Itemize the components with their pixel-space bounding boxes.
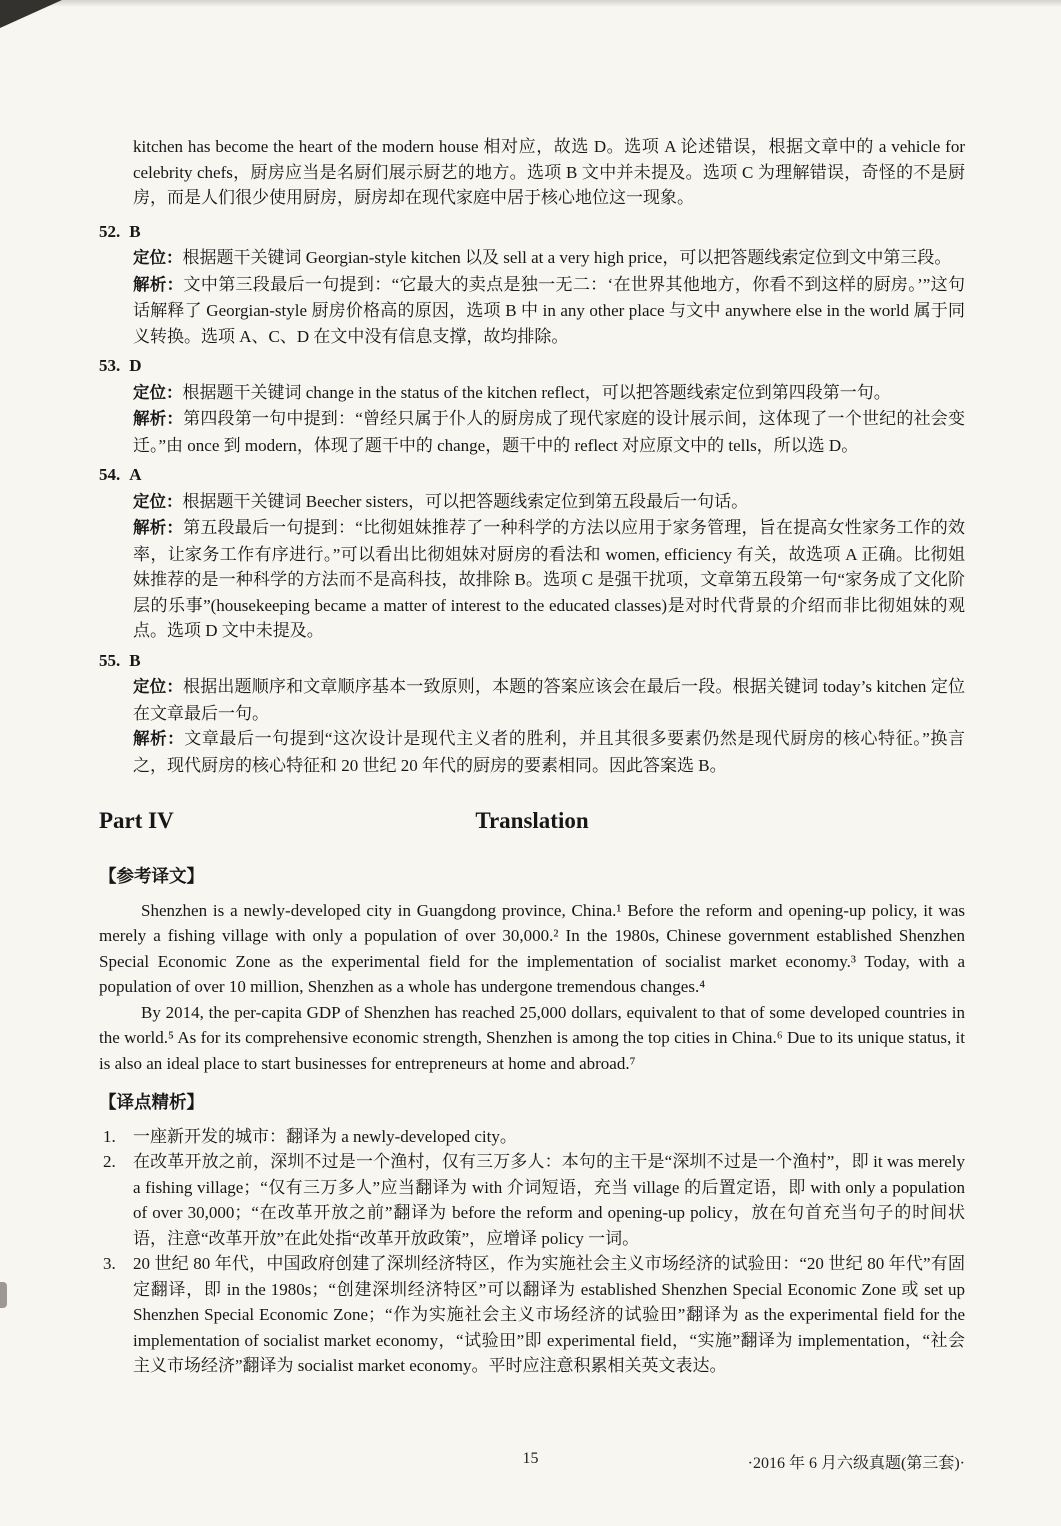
location-text: 根据题干关键词 Beecher sisters，可以把答题线索定位到第五段最后一句话。 [182,491,749,511]
scan-edge-artifact [0,0,1061,7]
part-title: Translation [475,808,589,833]
answer-letter: D [129,356,142,375]
question-55-location [133,674,965,726]
question-52-location [133,245,965,272]
item-number: 1. [103,1126,116,1146]
question-53-analysis [133,406,965,458]
analysis-label: 解析： [133,730,185,748]
location-label: 定位： [133,249,183,267]
question-55 [99,648,965,779]
question-54-head [99,462,965,488]
analysis-text: 文章最后一句提到“这次设计是现代主义者的胜利，并且其很多要素仍然是现代厨房的核心特征。”换言之，现代厨房的核心特征和 20 世纪 20 年代的厨房的要素相同。因此答案选 B。 [133,729,966,775]
page-number: 15 [522,1450,539,1467]
part-heading [99,808,965,850]
question-52-head [99,219,965,245]
item-number: 3. [103,1254,116,1273]
footer-source-label: ·2016 年 6 月六级真题(第三套)· [747,1455,965,1472]
part-label: Part IV [99,808,174,833]
scan-left-artifact [0,1282,7,1308]
page-content [99,134,965,1379]
analysis-points-heading: 【译点精析】 [99,1092,204,1112]
answer-letter: B [129,650,141,670]
analysis-label: 解析： [133,410,184,428]
analysis-item-3 [99,1251,965,1379]
analysis-text: 文中第三段最后一句提到：“它最大的卖点是独一无二：‘在世界其他地方，你看不到这样的厨房。’”这句话解释了 Georgian-style 厨房价格高的原因，选项 B 中 in any other place 与文中 anywhere else in the world 属于同义转换。选项 A、C、D 在文中没有信息支撑，故均排除。 [133,274,965,346]
analysis-label: 解析： [133,275,184,294]
analysis-item-1 [99,1124,965,1150]
item-text: 20 世纪 80 年代，中国政府创建了深圳经济特区，作为实施社会主义市场经济的试验田：“20 世纪 80 年代”有固定翻译，即 in the 1980s；“创建深圳经济特区”可以翻译为 established Shenzhen Special Economic Zone 或 set up Shenzhen Special Economic Zone；“作为实施社会主义市场经济的试验田”翻译为 as the experimental field for the implementation of socialist market economy，“试验田”即 experimental field，“实施”翻译为 implementation，“社会主义市场经济”翻译为 socialist market economy。平时应注意积累相关英文表达。 [133,1254,965,1375]
question-number: 52. [99,221,121,241]
question-54-location [133,489,965,516]
location-text: 根据题干关键词 Georgian-style kitchen 以及 sell at a very high price，可以把答题线索定位到文中第三段。 [182,248,952,267]
analysis-text: 第五段最后一句提到：“比彻姐妹推荐了一种科学的方法以应用于家务管理，旨在提高女性家务工作的效率，让家务工作有序进行。”可以看出比彻姐妹对厨房的看法和 women, efficiency 有关，故选项 A 正确。比彻姐妹推荐的是一种科学的方法而不是高科技，故排除 B。选项 C 是强干扰项，文章第五段第一句“家务成了文化阶层的乐事”(housekeeping became a matter of interest to the educated classes)是对时代背景的介绍而非比彻姐妹的观点。选项 D 文中未提及。 [133,518,965,640]
question-54-analysis [133,515,965,644]
item-number: 2. [103,1152,116,1171]
question-number: 54. [99,465,121,484]
question-54 [99,462,965,644]
question-55-head [99,648,965,674]
item-text: 在改革开放之前，深圳不过是一个渔村，仅有三万多人：本句的主干是“深圳不过是一个渔村”，即 it was merely a fishing village；“仅有三万多人”应当翻译为 with 介词短语，充当 village 的后置定语，即 with only a population of over 30,000；“在改革开放之前”翻译为 before the reform and opening-up policy，放在句首充当句子的时间状语，注意“改革开放”在此处指“改革开放政策”，应增译 policy 一词。 [133,1152,965,1248]
location-text: 根据出题顺序和文章顺序基本一致原则，本题的答案应该会在最后一段。根据关键词 today’s kitchen 定位在文章最后一句。 [133,677,966,723]
analysis-label: 解析： [133,519,184,537]
question-52 [99,219,965,350]
reference-paragraph-1: Shenzhen is a newly-developed city in Guangdong province, China.¹ Before the reform and opening-up policy, it was merely a fishing village with only a population of over 30,000.² In the 1980s, Chinese government established Shenzhen Special Economic Zone as the experimental field for the implementation of socialist market economy.³ Today, with a population of over 10 million, Shenzhen as a whole has undergone tremendous changes.⁴ [99,900,965,996]
question-number: 55. [99,650,121,670]
question-52-analysis [133,272,965,350]
continuation-paragraph: kitchen has become the heart of the modern house 相对应，故选 D。选项 A 论述错误，根据文章中的 a vehicle for celebrity chefs，厨房应当是名厨们展示厨艺的地方。选项 B 文中并未提及。选项 C 为理解错误，奇怪的不是厨房，而是人们很少使用厨房，厨房却在现代家庭中居于核心地位这一现象。 [133,137,965,207]
analysis-item-2 [99,1149,965,1251]
reference-translation-heading: 【参考译文】 [99,866,204,886]
answer-letter: B [129,221,141,241]
question-53-location [133,380,965,407]
location-text: 根据题干关键词 change in the status of the kitchen reflect，可以把答题线索定位到第四段第一句。 [182,382,891,402]
location-label: 定位： [133,383,183,402]
question-53-head [99,353,965,379]
question-number: 53. [99,356,121,375]
answer-letter: A [129,465,142,484]
location-label: 定位： [133,492,183,511]
question-55-analysis [133,726,965,778]
reference-paragraph-2: By 2014, the per-capita GDP of Shenzhen has reached 25,000 dollars, equivalent to that of some developed countries in the world.⁵ As for its comprehensive economic strength, Shenzhen is among the top cities in China.⁶ Due to its unique status, it is also an ideal place to start businesses for entrepreneurs at home and abroad.⁷ [99,1002,965,1073]
question-53 [99,353,965,458]
analysis-text: 第四段第一句中提到：“曾经只属于仆人的厨房成了现代家庭的设计展示间，这体现了一个世纪的社会变迁。”由 once 到 modern，体现了题干中的 change，题干中的 reflect 对应原文中的 tells，所以选 D。 [133,409,965,455]
item-text: 一座新开发的城市：翻译为 a newly-developed city。 [133,1126,517,1146]
location-label: 定位： [133,678,184,696]
